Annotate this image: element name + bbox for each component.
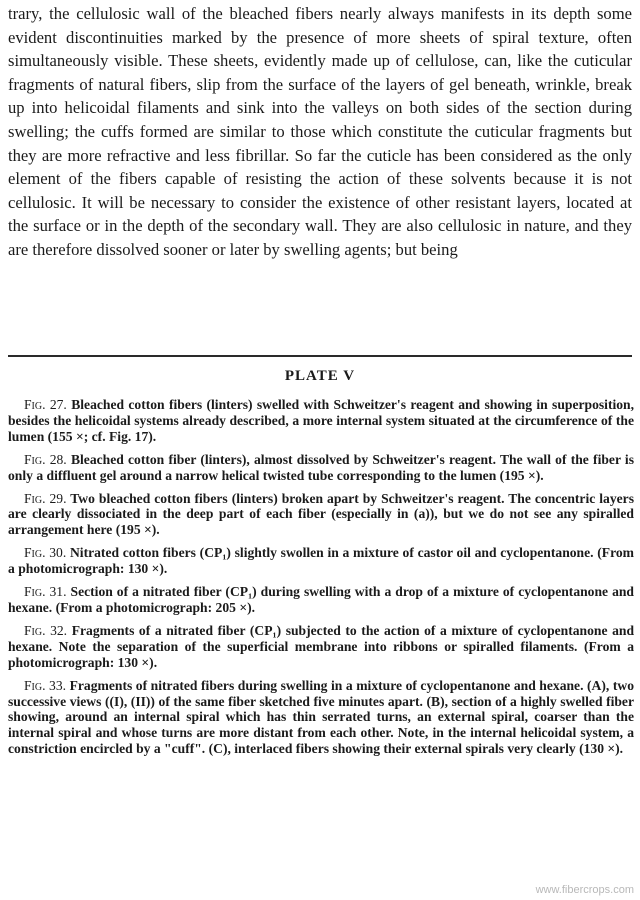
fig-label: Fig. 31. xyxy=(24,584,67,600)
caption-fig-28 xyxy=(8,452,634,484)
body-paragraph: trary, the cellulosic wall of the bleached fibers nearly always manifests in its depth some evident discontinuities marked by the presence of more sheets of spiral texture, often simultaneously visible. These sheets, evidently made up of cellulose, can, like the cuticular fragments of natural fibers, slip from the surface of the layers of gel beneath, wrinkle, break up into helicoidal filaments and sink into the valleys on both sides of the section during swelling; the cuffs formed are similar to those which constitute the cuticular fragments but they are more refractive and less fibrillar. So far the cuticle has been considered as the only element of the fibers capable of resisting the action of these solvents because it is not cellulosic. It will be necessary to consider the existence of other resistant layers, located at the surface or in the depth of the secondary wall. They are also cellulosic in nature, and they are therefore dissolved sooner or later by swelling agents; but being xyxy=(8,4,632,259)
caption-fig-29 xyxy=(8,491,634,539)
caption-fig-33 xyxy=(8,678,634,758)
caption-text: Two bleached cotton fibers (linters) broken apart by Schweitzer's reagent. The concentric layers are clearly dissociated in the deep part of each fiber (especially in (a)), but we do not see any spiralled arrangement here (195 ×). xyxy=(8,490,634,538)
caption-text: Fragments of nitrated fibers during swelling in a mixture of cyclopentanone and hexane. (A), two successive views ((I), (II)) of the same fiber sketched five minutes apart. (B), section of a highly swelled fiber showing, around an internal spiral which has thin serrated turns, an external spiral, coarser than the internal spiral and whose turns are more distant from each other. Note, in the internal helicoidal system, a constriction encircled by a "cuff". (C), interlaced fibers showing their external spirals very clearly (130 ×). xyxy=(8,677,634,757)
fig-label: Fig. 30. xyxy=(24,545,67,561)
fig-label: Fig. 32. xyxy=(24,622,68,638)
fig-label: Fig. 27. xyxy=(24,397,67,412)
caption-text: Fragments of a nitrated fiber (CP₁) subjected to the action of a mixture of cyclopentanone and hexane. Note the separation of the superficial membrane into ribbons or spiralled filaments. (From a photomicrograph: 130 ×). xyxy=(8,622,635,670)
caption-text: Nitrated cotton fibers (CP₁) slightly swollen in a mixture of castor oil and cyclopentanone. (From a photomicrograph: 130 ×). xyxy=(8,545,635,577)
caption-fig-31 xyxy=(8,584,634,616)
plate-captions xyxy=(8,397,634,764)
caption-text: Bleached cotton fiber (linters), almost dissolved by Schweitzer's reagent. The wall of the fiber is only a diffluent gel around a narrow helical twisted tube corresponding to the lumen (195 ×). xyxy=(8,451,634,483)
caption-text: Bleached cotton fibers (linters) swelled with Schweitzer's reagent and showing in superposition, besides the helicoidal systems already described, a more internal system situated at the circumference of the lumen (155 ×; cf. Fig. 17). xyxy=(8,397,634,444)
page-body xyxy=(8,2,632,262)
caption-text: Section of a nitrated fiber (CP₁) during swelling with a drop of a mixture of cyclopentanone and hexane. (From a photomicrograph: 205 ×). xyxy=(8,584,634,615)
fig-label: Fig. 33. xyxy=(24,677,67,693)
caption-fig-32 xyxy=(8,623,634,671)
fig-label: Fig. 28. xyxy=(24,451,67,467)
caption-fig-27 xyxy=(8,397,634,445)
section-divider xyxy=(8,355,632,357)
watermark: www.fibercrops.com xyxy=(535,884,634,896)
plate-title: PLATE V xyxy=(284,368,356,384)
fig-label: Fig. 29. xyxy=(24,490,67,506)
caption-fig-30 xyxy=(8,545,634,577)
